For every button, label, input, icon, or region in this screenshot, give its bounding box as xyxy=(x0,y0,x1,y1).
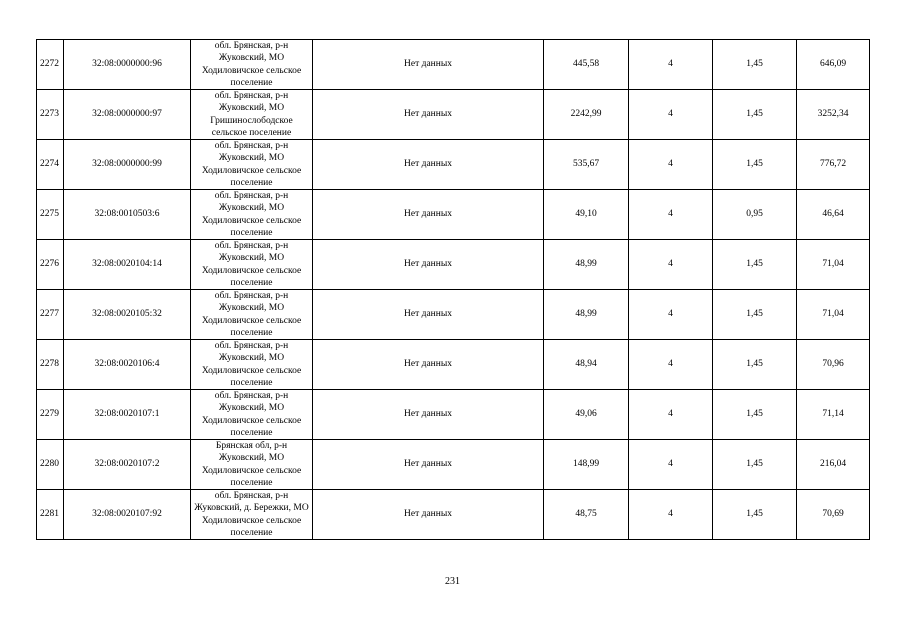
coefficient-cell: 1,45 xyxy=(713,490,797,540)
value-cell: 71,14 xyxy=(797,390,870,440)
area-cell: 49,06 xyxy=(544,390,629,440)
coefficient-cell: 1,45 xyxy=(713,140,797,190)
area-cell: 148,99 xyxy=(544,440,629,490)
row-number-cell: 2274 xyxy=(37,140,64,190)
table-row xyxy=(37,90,870,140)
page-number: 231 xyxy=(445,576,460,587)
area-cell: 445,58 xyxy=(544,40,629,90)
row-number-cell: 2275 xyxy=(37,190,64,240)
address-cell: обл. Брянская, р-н Жуковский, МО Ходиловичское сельское поселение xyxy=(191,40,313,90)
cadastral-number-cell: 32:08:0020105:32 xyxy=(64,290,191,340)
value-cell: 3252,34 xyxy=(797,90,870,140)
cadastral-number-cell: 32:08:0020107:1 xyxy=(64,390,191,440)
info-cell: Нет данных xyxy=(313,290,544,340)
address-cell: обл. Брянская, р-н Жуковский, МО Ходиловичское сельское поселение xyxy=(191,340,313,390)
coefficient-cell: 1,45 xyxy=(713,440,797,490)
table-row xyxy=(37,440,870,490)
address-cell: обл. Брянская, р-н Жуковский, МО Гришинослободское сельское поселение xyxy=(191,90,313,140)
cadastral-number-cell: 32:08:0020104:14 xyxy=(64,240,191,290)
address-cell: обл. Брянская, р-н Жуковский, МО Ходиловичское сельское поселение xyxy=(191,140,313,190)
cadastral-number-cell: 32:08:0010503:6 xyxy=(64,190,191,240)
row-number-cell: 2273 xyxy=(37,90,64,140)
cadastral-number-cell: 32:08:0020107:92 xyxy=(64,490,191,540)
info-cell: Нет данных xyxy=(313,440,544,490)
coefficient-cell: 1,45 xyxy=(713,390,797,440)
category-cell: 4 xyxy=(629,490,713,540)
category-cell: 4 xyxy=(629,140,713,190)
table-row xyxy=(37,290,870,340)
area-cell: 48,75 xyxy=(544,490,629,540)
area-cell: 48,99 xyxy=(544,290,629,340)
cadastral-number-cell: 32:08:0000000:97 xyxy=(64,90,191,140)
info-cell: Нет данных xyxy=(313,90,544,140)
cadastral-number-cell: 32:08:0020107:2 xyxy=(64,440,191,490)
coefficient-cell: 1,45 xyxy=(713,40,797,90)
row-number-cell: 2278 xyxy=(37,340,64,390)
value-cell: 216,04 xyxy=(797,440,870,490)
info-cell: Нет данных xyxy=(313,490,544,540)
value-cell: 646,09 xyxy=(797,40,870,90)
category-cell: 4 xyxy=(629,40,713,90)
row-number-cell: 2280 xyxy=(37,440,64,490)
info-cell: Нет данных xyxy=(313,340,544,390)
area-cell: 48,99 xyxy=(544,240,629,290)
coefficient-cell: 1,45 xyxy=(713,90,797,140)
coefficient-cell: 1,45 xyxy=(713,240,797,290)
category-cell: 4 xyxy=(629,190,713,240)
table-row xyxy=(37,240,870,290)
area-cell: 2242,99 xyxy=(544,90,629,140)
info-cell: Нет данных xyxy=(313,40,544,90)
address-cell: Брянская обл, р-н Жуковский, МО Ходиловичское сельское поселение xyxy=(191,440,313,490)
info-cell: Нет данных xyxy=(313,240,544,290)
table-row xyxy=(37,190,870,240)
value-cell: 776,72 xyxy=(797,140,870,190)
table-body xyxy=(37,40,870,540)
address-cell: обл. Брянская, р-н Жуковский, МО Ходиловичское сельское поселение xyxy=(191,390,313,440)
area-cell: 48,94 xyxy=(544,340,629,390)
coefficient-cell: 1,45 xyxy=(713,340,797,390)
row-number-cell: 2277 xyxy=(37,290,64,340)
land-parcels-table xyxy=(36,39,870,540)
category-cell: 4 xyxy=(629,340,713,390)
row-number-cell: 2281 xyxy=(37,490,64,540)
value-cell: 71,04 xyxy=(797,290,870,340)
value-cell: 70,96 xyxy=(797,340,870,390)
row-number-cell: 2272 xyxy=(37,40,64,90)
category-cell: 4 xyxy=(629,440,713,490)
row-number-cell: 2279 xyxy=(37,390,64,440)
info-cell: Нет данных xyxy=(313,190,544,240)
cadastral-number-cell: 32:08:0000000:96 xyxy=(64,40,191,90)
info-cell: Нет данных xyxy=(313,140,544,190)
table-row xyxy=(37,490,870,540)
category-cell: 4 xyxy=(629,240,713,290)
info-cell: Нет данных xyxy=(313,390,544,440)
coefficient-cell: 1,45 xyxy=(713,290,797,340)
table-row xyxy=(37,140,870,190)
category-cell: 4 xyxy=(629,390,713,440)
row-number-cell: 2276 xyxy=(37,240,64,290)
value-cell: 71,04 xyxy=(797,240,870,290)
address-cell: обл. Брянская, р-н Жуковский, д. Бережки, МО Ходиловичское сельское поселение xyxy=(191,490,313,540)
address-cell: обл. Брянская, р-н Жуковский, МО Ходиловичское сельское поселение xyxy=(191,190,313,240)
cadastral-number-cell: 32:08:0000000:99 xyxy=(64,140,191,190)
table-row xyxy=(37,40,870,90)
table-row xyxy=(37,390,870,440)
value-cell: 46,64 xyxy=(797,190,870,240)
area-cell: 49,10 xyxy=(544,190,629,240)
address-cell: обл. Брянская, р-н Жуковский, МО Ходиловичское сельское поселение xyxy=(191,240,313,290)
cadastral-number-cell: 32:08:0020106:4 xyxy=(64,340,191,390)
value-cell: 70,69 xyxy=(797,490,870,540)
category-cell: 4 xyxy=(629,90,713,140)
table-row xyxy=(37,340,870,390)
category-cell: 4 xyxy=(629,290,713,340)
area-cell: 535,67 xyxy=(544,140,629,190)
coefficient-cell: 0,95 xyxy=(713,190,797,240)
address-cell: обл. Брянская, р-н Жуковский, МО Ходиловичское сельское поселение xyxy=(191,290,313,340)
